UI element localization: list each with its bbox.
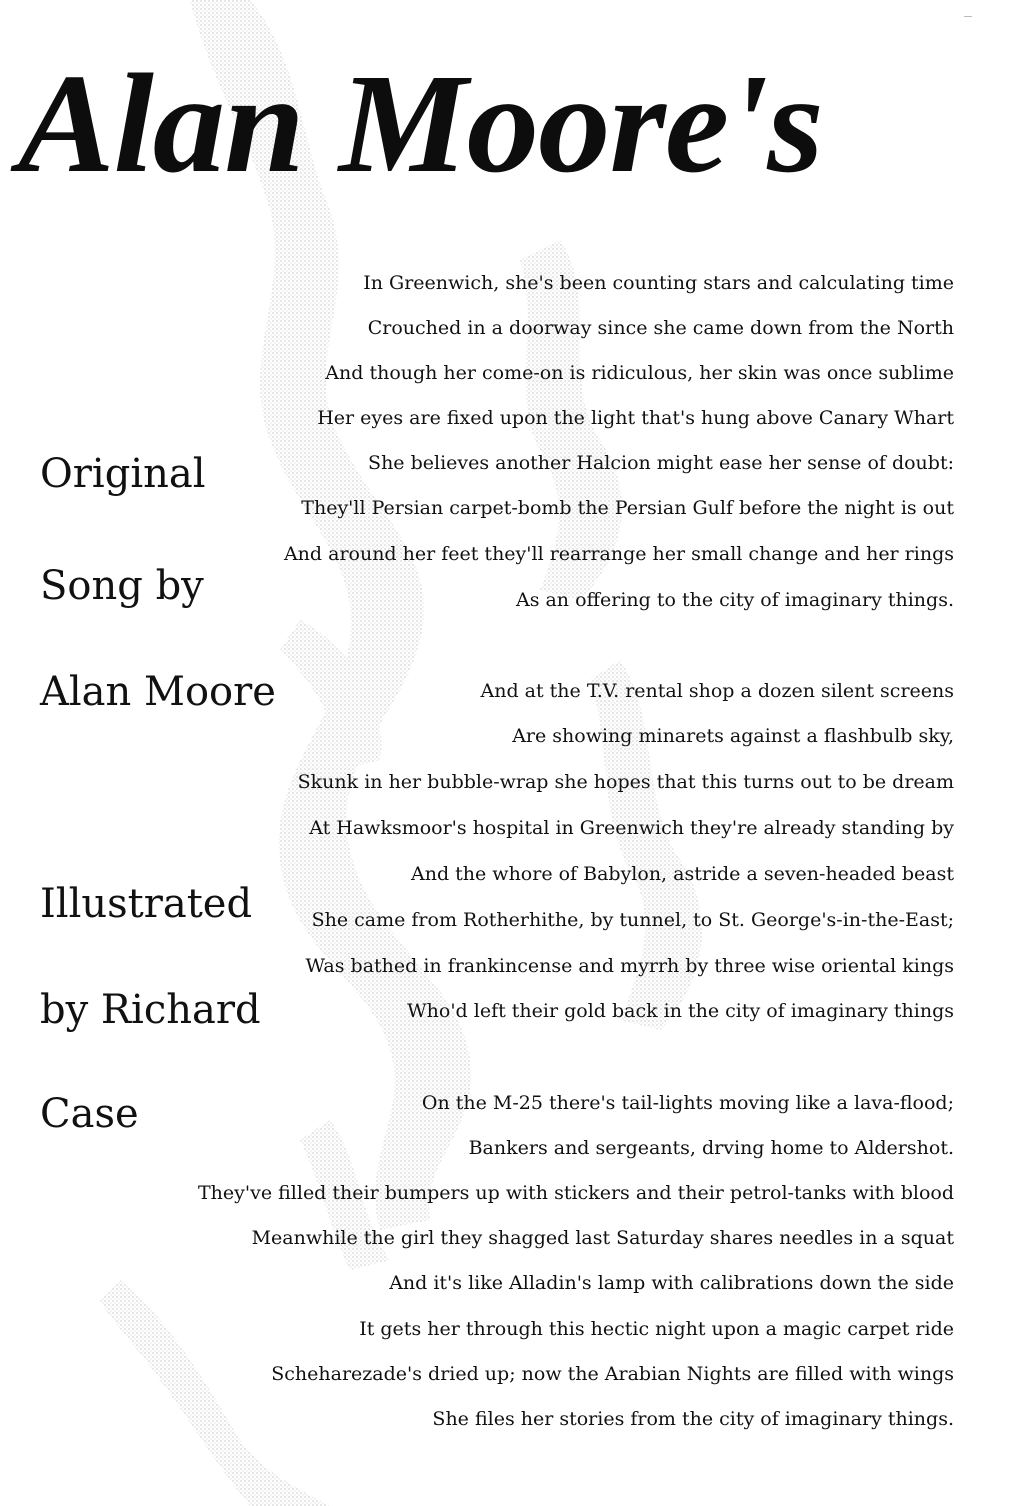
lyric-line: They'll Persian carpet-bomb the Persian Gulf before the night is out (301, 497, 954, 519)
lyric-line: Crouched in a doorway since she came down from the North (367, 317, 954, 339)
lyric-line: Skunk in her bubble-wrap she hopes that this turns out to be dream (297, 771, 954, 793)
lyric-line: They've filled their bumpers up with stickers and their petrol-tanks with blood (197, 1182, 954, 1204)
credit-line: Song by (40, 563, 204, 609)
lyric-line: It gets her through this hectic night upon a magic carpet ride (359, 1318, 954, 1340)
lyric-line: At Hawksmoor's hospital in Greenwich they're already standing by (309, 817, 954, 839)
lyric-line: She came from Rotherhithe, by tunnel, to St. George's-in-the-East; (311, 909, 954, 931)
lyric-line: In Greenwich, she's been counting stars and calculating time (363, 272, 954, 294)
lyric-line: On the M-25 there's tail-lights moving like a lava-flood; (421, 1092, 954, 1114)
lyric-line: And the whore of Babylon, astride a seven-headed beast (410, 863, 954, 885)
page-title: Alan Moore's (18, 44, 823, 202)
lyric-line: Her eyes are fixed upon the light that's hung above Canary Whart (317, 407, 954, 429)
credit-line: Case (40, 1091, 139, 1137)
lyric-line: And around her feet they'll rearrange her small change and her rings (283, 543, 954, 565)
lyric-line: And at the T.V. rental shop a dozen silent screens (480, 680, 954, 702)
lyric-line: Who'd left their gold back in the city of imaginary things (407, 1000, 954, 1022)
lyric-line: As an offering to the city of imaginary things. (515, 589, 954, 611)
credit-line: Alan Moore (40, 669, 276, 715)
lyric-line: Meanwhile the girl they shagged last Saturday shares needles in a squat (251, 1227, 954, 1249)
lyric-line: And it's like Alladin's lamp with calibrations down the side (389, 1272, 954, 1294)
lyric-line: And though her come-on is ridiculous, her skin was once sublime (325, 362, 954, 384)
lyric-line: Was bathed in frankincense and myrrh by three wise oriental kings (305, 955, 954, 977)
lyric-line: Scheharezade's dried up; now the Arabian Nights are filled with wings (271, 1363, 954, 1385)
credit-line: Illustrated (40, 881, 253, 927)
credit-line: by Richard (40, 987, 261, 1033)
lyric-line: Are showing minarets against a flashbulb sky, (512, 725, 954, 747)
credit-line: Original (40, 451, 206, 497)
lyric-line: She believes another Halcion might ease her sense of doubt: (368, 452, 954, 474)
lyric-line: She files her stories from the city of imaginary things. (432, 1408, 954, 1430)
lyric-line: Bankers and sergeants, drving home to Aldershot. (468, 1137, 954, 1159)
